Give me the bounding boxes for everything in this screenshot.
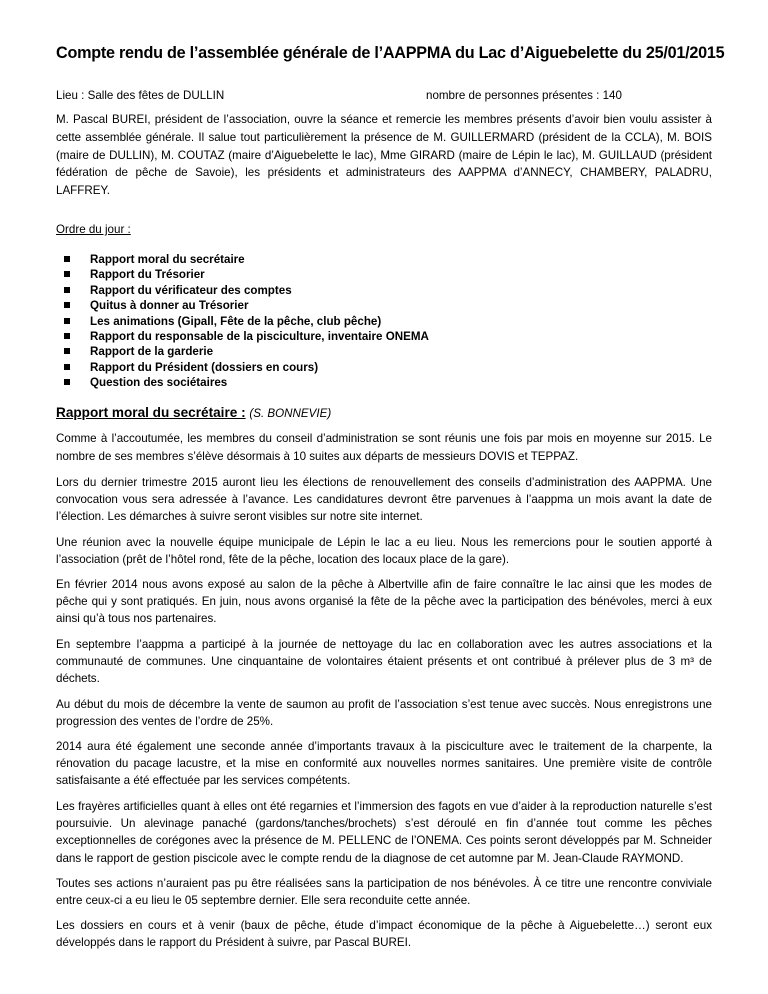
attendance-count: nombre de personnes présentes : 140 [426,89,622,102]
agenda-item: Les animations (Gipall, Fête de la pêche, club pêche) [90,314,429,329]
document-title: Compte rendu de l’assemblée générale de l’AAPPMA du Lac d’Aiguebelette du 25/01/2015 [56,44,725,62]
paragraph: En septembre l’aappma a participé à la journée de nettoyage du lac en collaboration avec les autres associations et la communauté de communes. Une cinquantaine de volontaires étaient présents et ont contribué à prélever plus de 3 m³ de déchets. [56,638,712,686]
agenda-label: Ordre du jour : [56,223,131,236]
meeting-info [56,89,712,102]
square-bullet-icon [64,302,70,308]
agenda-item: Question des sociétaires [90,375,429,390]
paragraph: En février 2014 nous avons exposé au salon de la pêche à Albertville afin de faire connaître le lac ainsi que les modes de pêche qui y sont pratiqués. En juin, nous avons organisé la fête de la pêche avec la participation des bénévoles, merci à eux ainsi qu’à tous nos partenaires. [56,578,712,626]
agenda-item: Rapport du Président (dossiers en cours) [90,360,429,375]
agenda-item: Rapport du Trésorier [90,267,429,282]
agenda-item: Rapport du vérificateur des comptes [90,283,429,298]
section-author: (S. BONNEVIE) [249,407,332,420]
intro-paragraph: M. Pascal BUREI, président de l’association, ouvre la séance et remercie les membres présents d’avoir bien voulu assister à cette assemblée générale. Il salue tout particulièrement la présence de M. GUILLERMARD (président de la CCLA), M. BOIS (maire de DULLIN), M. COUTAZ (maire d’Aiguebelette le lac), Mme GIRARD (maire de Lépin le lac), M. GUILLAUD (président fédération de pêche de Savoie), les présidents et administrateurs des AAPPMA d’ANNECY, CHAMBERY, PALADRU, LAFFREY. [56,113,712,198]
paragraph: Lors du dernier trimestre 2015 auront lieu les élections de renouvellement des conseils d’administration des AAPPMA. Une convocation vous sera adressée à l’avance. Les candidatures devront être parvenues à l’aappma un mois avant la date de l’élection. Les démarches à suivre seront visibles sur notre site internet. [56,476,712,524]
paragraph: Une réunion avec la nouvelle équipe municipale de Lépin le lac a eu lieu. Nous les remercions pour le soutien apporté à l’association (prêt de l’hôtel rond, fête de la pêche, location des locaux place de la gare). [56,536,712,567]
paragraph: 2014 aura été également une seconde année d’importants travaux à la pisciculture avec le traitement de la charpente, la rénovation du pacage lacustre, et la mise en conformité aux nouvelles normes sanitaires. Une première visite de contrôle satisfaisante a été effectuée par les services compétents. [56,740,712,788]
agenda-item: Rapport moral du secrétaire [90,252,429,267]
section-title: Rapport moral du secrétaire : [56,405,246,420]
square-bullet-icon [64,379,70,385]
paragraph: Les dossiers en cours et à venir (baux de pêche, étude d’impact économique de la pêche à Aiguebelette…) seront eux développés dans le rapport du Président à suivre, par Pascal BUREI. [56,919,712,950]
meeting-location: Lieu : Salle des fêtes de DULLIN [56,89,225,102]
agenda-item: Rapport de la garderie [90,344,429,359]
paragraph: Toutes ses actions n’auraient pas pu être réalisées sans la participation de nos bénévoles. À ce titre une rencontre conviviale entre ceux-ci a eu lieu le 05 septembre dernier. Elle sera reconduite cette année. [56,877,712,908]
square-bullet-icon [64,271,70,277]
square-bullet-icon [64,364,70,370]
section-heading [56,405,331,420]
square-bullet-icon [64,256,70,262]
square-bullet-icon [64,333,70,339]
square-bullet-icon [64,318,70,324]
agenda-item: Quitus à donner au Trésorier [90,298,429,313]
square-bullet-icon [64,287,70,293]
paragraph: Au début du mois de décembre la vente de saumon au profit de l’association s’est tenue avec succès. Nous enregistrons une progression des ventes de l’ordre de 25%. [56,698,712,729]
agenda-list [90,252,429,391]
paragraph: Comme à l’accoutumée, les membres du conseil d’administration se sont réunis une fois par mois en moyenne sur 2015. Le nombre de ses membres s’élève désormais à 10 suites aux départs de messieurs DOVIS et TEPPAZ. [56,432,712,463]
agenda-item: Rapport du responsable de la pisciculture, inventaire ONEMA [90,329,429,344]
square-bullet-icon [64,348,70,354]
paragraph: Les frayères artificielles quant à elles ont été regarnies et l’immersion des fagots en vue d’aider à la reproduction naturelle s’est poursuivie. Un alevinage panaché (gardons/tanches/brochets) s’est déroulé en fin d’année tout comme les pêches exceptionnelles de corégones avec la présence de M. PELLENC de l’ONEMA. Ces points seront développés par M. Schneider dans le rapport de gestion piscicole avec le compte rendu de la diagnose de cet automne par M. Jean-Claude RAYMOND. [56,800,712,865]
